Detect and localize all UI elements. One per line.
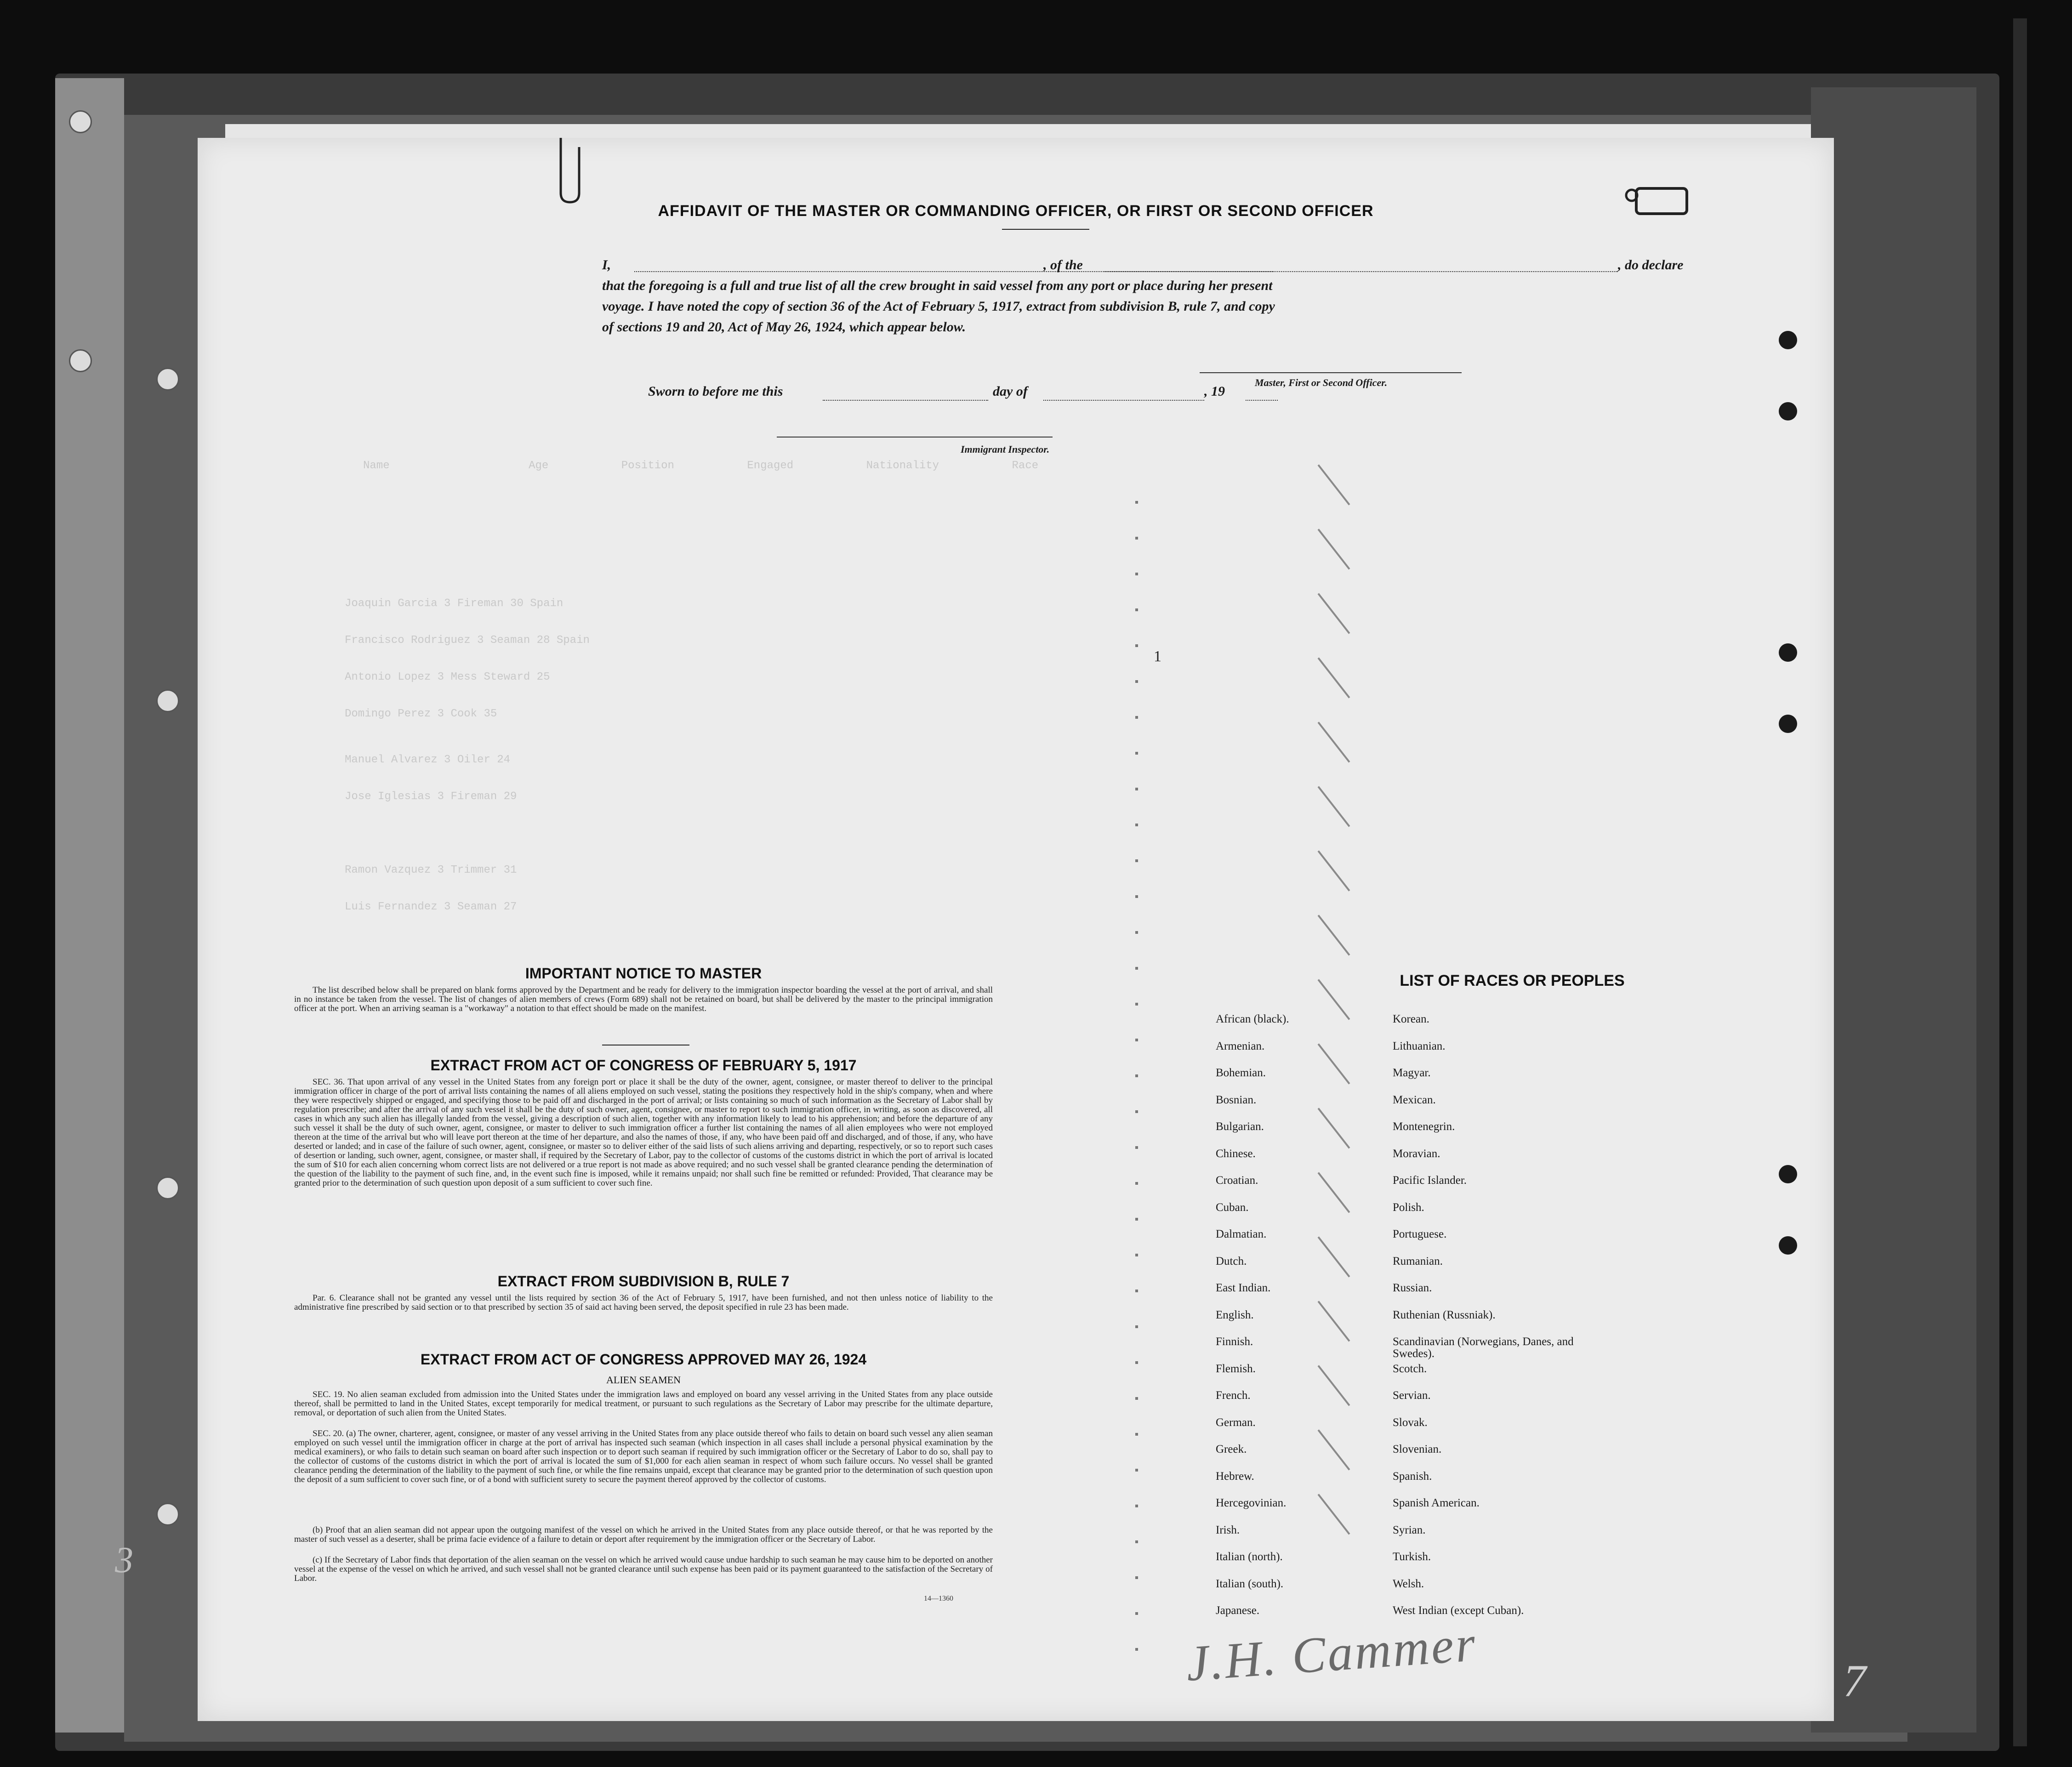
race-item: Bulgarian. [1216,1120,1264,1133]
race-item: Hebrew. [1216,1470,1254,1483]
binder-ring [156,1503,179,1526]
race-item: Bosnian. [1216,1093,1257,1106]
race-item: Ruthenian (Russniak). [1393,1308,1496,1321]
sec20a-text: SEC. 20. (a) The owner, charterer, agent, consignee, or master of any vessel arriving in the United States from any place outside thereof who fails to detain on board such vessel any alien seaman employed on such vessel until the immigration officer in charge at the port of arrival has inspected such seaman (which inspection in all cases shall include a personal physical examination by the medical examiners), or who fails to detain such seaman on board after such inspection or to deport such seaman if required by such immigration officer or the Secretary of Labor to do so, shall pay to the collector of customs of the customs district in which the port of arrival is located the sum of $1,000 for each alien seaman in respect of whom such failure occurs. No vessel shall be granted clearance pending the determination of the liability to the payment of such fine, or while the fine remains unpaid, except that clearance may be granted prior to the determination of such question upon the deposit of a sum sufficient to cover such fine, or of a bond with sufficient surety to secure the payment thereof approved by the collector of customs. [294,1429,993,1484]
binder-ring [156,368,179,391]
paper-clip-icon [552,133,588,207]
affidavit-of-the: , of the [1043,257,1083,273]
race-item: East Indian. [1216,1282,1271,1294]
form-number: 14—1360 [924,1595,953,1602]
affidavit-i: I, [602,257,611,273]
bleedthrough-header: Name Age Position Engaged Nationality Race [363,460,1039,472]
race-item: Croatian. [1216,1174,1258,1187]
alien-seamen-subtitle: ALIEN SEAMEN [606,1374,681,1386]
race-item: Hercegovinian. [1216,1497,1286,1509]
inspector-label: Immigrant Inspector. [961,443,1050,455]
race-item: Slovenian. [1393,1443,1442,1455]
race-item: Spanish American. [1393,1497,1480,1509]
race-item: Pacific Islander. [1393,1174,1467,1187]
race-item: Welsh. [1393,1577,1424,1590]
affidavit-line4: of sections 19 and 20, Act of May 26, 1924, which appear below. [602,319,966,335]
race-item: French. [1216,1389,1251,1402]
extract-1917-title: EXTRACT FROM ACT OF CONGRESS OF FEBRUARY 5, 1917 [430,1057,857,1074]
dotted-column [1121,469,1158,1673]
extract-1924-title: EXTRACT FROM ACT OF CONGRESS APPROVED MAY 26, 1924 [420,1351,867,1368]
affidavit-line3: voyage. I have noted the copy of section 36 of the Act of February 5, 1917, extract from subdivision B, rule 7, and copy [602,299,1275,314]
bleedthrough-row: Ramon Vazquez 3 Trimmer 31 [345,864,517,876]
notice-title: IMPORTANT NOTICE TO MASTER [525,965,762,982]
race-item: Spanish. [1393,1470,1432,1483]
bleedthrough-row: Luis Fernandez 3 Seaman 27 [345,901,517,913]
race-item: Turkish. [1393,1551,1431,1563]
race-item: English. [1216,1308,1254,1321]
race-item: Dutch. [1216,1255,1247,1267]
race-item: Scotch. [1393,1362,1427,1375]
races-title: LIST OF RACES OR PEOPLES [1400,972,1625,989]
bleedthrough-row: Antonio Lopez 3 Mess Steward 25 [345,671,550,683]
signature-label: Master, First or Second Officer. [1255,377,1388,388]
handwritten-mark-right: 7 [1843,1655,1866,1706]
binder-ring [69,110,92,133]
punch-hole [1779,643,1797,662]
rule7-title: EXTRACT FROM SUBDIVISION B, RULE 7 [497,1273,790,1290]
race-item: Rumanian. [1393,1255,1443,1267]
race-item: Portuguese. [1393,1228,1447,1240]
race-item: Scandinavian (Norwegians, Danes, and Swedes). [1393,1335,1574,1360]
sworn-year: , 19 [1204,384,1225,399]
sec20b-text: (b) Proof that an alien seaman did not appear upon the outgoing manifest of the vessel on which he arrived in the United States from any place outside thereof, or that he was reported by the master of such vessel as a deserter, shall be prima facie evidence of a failure to detain or deport after requirement by the immigration officer or the Secretary of Labor. [294,1525,993,1544]
binder-ring [156,1176,179,1199]
race-item: Bohemian. [1216,1067,1266,1079]
race-item: Armenian. [1216,1040,1265,1052]
row-number-mark: 1 [1154,648,1161,665]
binder-ring [69,349,92,372]
race-item: Magyar. [1393,1067,1431,1079]
title-rule [1002,229,1089,230]
sec19-text: SEC. 19. No alien seaman excluded from admission into the United States under the immigration laws and employed on board any vessel arriving in the United States from any place outside thereof, shall be permitted to land in the United States, except temporarily for medical treatment, or pursuant to such regulations as the Secretary of Labor may prescribe for the ultimate departure, removal, or deportation of such alien from the United States. [294,1390,993,1418]
bleedthrough-row: Joaquin Garcia 3 Fireman 30 Spain [345,597,564,610]
race-item: Italian (south). [1216,1577,1284,1590]
bleedthrough-row: Jose Iglesias 3 Fireman 29 [345,790,517,803]
race-item: Syrian. [1393,1523,1426,1536]
binder-right-edge [2013,18,2027,1746]
handwritten-signature: J.H. Cammer [1184,1615,1479,1692]
underlying-sheet-right [1811,87,1976,1733]
sec20c-text: (c) If the Secretary of Labor finds that deportation of the alien seaman on the vessel on which he arrived would cause undue hardship to such seaman he may cause him to be deported on another vessel at the expense of the vessel on which he arrived, and such vessel shall not be granted clearance until such expense has been paid or its payment guaranteed to the satisfaction of the Secretary of Labor. [294,1555,993,1583]
race-item: Slovak. [1393,1416,1428,1429]
extract-1917-text: SEC. 36. That upon arrival of any vessel in the United States from any foreign port or place it shall be the duty of the owner, agent, consignee, or master thereof to deliver to the principal immigration officer in charge of the port of arrival lists containing the names of all aliens employed on such vessel, stating the positions they respectively hold in the ship's company, when and where they were respectively shipped or engaged, and specifying those to be paid off and discharged in the port of arrival; or lists containing so much of such information as the Secretary of Labor shall by regulation prescribe; and after the arrival of any such vessel it shall be the duty of such owner, agent, consignee, or master to report to such immigration officer, in writing, as soon as discovered, all cases in which any such alien has illegally landed from the vessel, giving a description of such alien, together with any information likely to lead to his apprehension; and before the departure of any such vessel it shall be the duty of such owner, agent, consignee, or master to deliver to such immigration officer a further list containing the names of all alien employees who were not employed thereon at the time of the arrival but who will leave port thereon at the time of her departure, and also the names of those, if any, who have been paid off and discharged, and of those, if any, who have deserted or landed; and in case of the failure of such owner, agent, consignee, or master so to deliver either of the said lists of such aliens arriving and departing, respectively, or so to report such cases of desertion or landing, such owner, agent, consignee, or master shall, if required by the Secretary of Labor, pay to the collector of customs of the customs district in which the port of arrival is located the sum of $10 for each alien concerning whom correct lists are not delivered or a true report is not made as above required; and no such vessel shall be granted clearance pending the determination of the question of the liability to the payment of such fine, and, in the event such fine is imposed, while it remains unpaid; nor shall such fine be remitted or refunded: Provided, That clearance may be granted prior to the determination of such question upon deposit of a sum sufficient to cover such fine. [294,1077,993,1188]
race-item: Servian. [1393,1389,1431,1402]
race-item: German. [1216,1416,1256,1429]
race-item: Greek. [1216,1443,1247,1455]
race-item: Irish. [1216,1523,1240,1536]
race-item: Korean. [1393,1013,1429,1025]
sworn-prefix: Sworn to before me this [648,384,783,399]
race-item: Polish. [1393,1201,1424,1214]
sworn-month-field[interactable] [1043,400,1204,401]
race-item: Finnish. [1216,1335,1253,1348]
sworn-day-of: day of [993,384,1028,399]
affidavit-declare: , do declare [1618,257,1684,273]
signature-line[interactable] [1200,372,1462,373]
document-page [198,138,1834,1721]
race-item: Dalmatian. [1216,1228,1267,1240]
affidavit-line2: that the foregoing is a full and true list of all the crew brought in said vessel from any port or place during her present [602,278,1273,293]
race-item: Chinese. [1216,1147,1256,1160]
race-item: Montenegrin. [1393,1120,1455,1133]
punch-hole [1779,402,1797,420]
binder-ring [156,689,179,712]
punch-hole [1779,331,1797,349]
race-item: Russian. [1393,1282,1432,1294]
race-item: Lithuanian. [1393,1040,1446,1052]
notice-text: The list described below shall be prepared on blank forms approved by the Department and be ready for delivery to the immigration inspector boarding the vessel at the port of arrival, and shall in no instance be taken from the vessel. The list of changes of alien members of crews (Form 689) shall not be retained on board, but shall be delivered by the master to the principal immigration officer at the port. When an arriving seaman is a "workaway" a notation to that effect should be made on the manifest. [294,985,993,1013]
bleedthrough-row: Domingo Perez 3 Cook 35 [345,708,497,720]
race-item: Italian (north). [1216,1551,1283,1563]
binder-left-strip [55,78,124,1733]
race-item: African (black). [1216,1013,1289,1025]
race-item: Mexican. [1393,1093,1436,1106]
handwritten-mark-left: 3 [115,1540,133,1580]
bleedthrough-row: Francisco Rodriguez 3 Seaman 28 Spain [345,634,590,647]
bleedthrough-row: Manuel Alvarez 3 Oiler 24 [345,754,511,766]
rule7-text: Par. 6. Clearance shall not be granted any vessel until the lists required by section 36 of the Act of February 5, 1917, have been furnished, and not then unless notice of liability to the administrative fine prescribed by said section or to that prescribed by section 35 of said act having been served, the deposit specified in rule 23 has been made. [294,1293,993,1312]
sworn-day-field[interactable] [823,400,988,401]
punch-hole [1779,715,1797,733]
sworn-year-field[interactable] [1246,400,1278,401]
vessel-blank-field[interactable] [1103,271,1618,272]
affidavit-title: AFFIDAVIT OF THE MASTER OR COMMANDING OFFICER, OR FIRST OR SECOND OFFICER [658,202,1374,220]
race-item: Moravian. [1393,1147,1440,1160]
race-item: West Indian (except Cuban). [1393,1604,1524,1617]
race-item: Japanese. [1216,1604,1260,1617]
punch-hole [1779,1165,1797,1183]
race-item: Flemish. [1216,1362,1256,1375]
race-item: Cuban. [1216,1201,1249,1214]
punch-hole [1779,1236,1797,1255]
